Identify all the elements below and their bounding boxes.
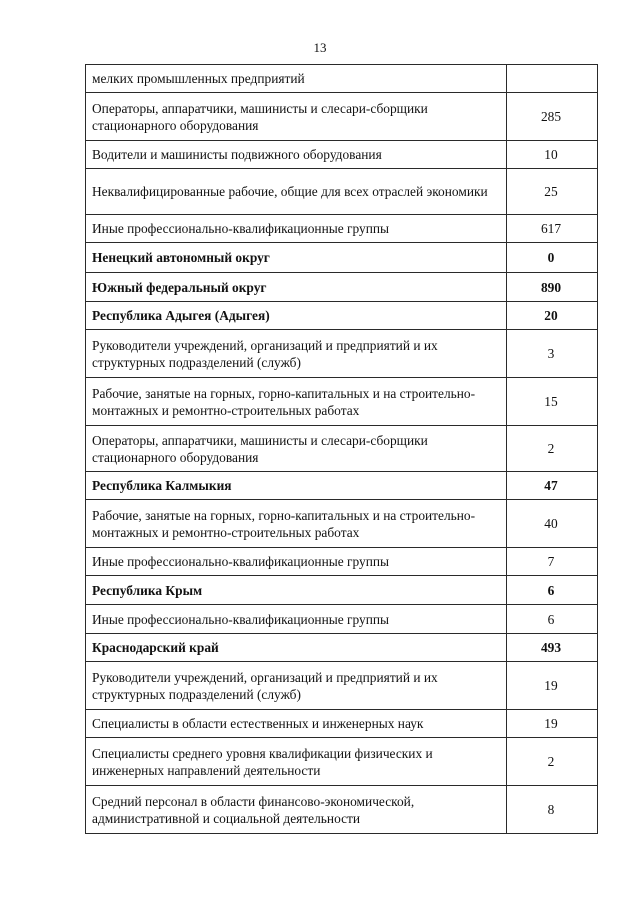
data-table xyxy=(85,64,598,834)
category-label: Водители и машинисты подвижного оборудования xyxy=(86,141,507,169)
region-name: Южный федеральный округ xyxy=(86,273,507,302)
table-body xyxy=(86,65,598,834)
category-label: мелких промышленных предприятий xyxy=(86,65,507,93)
table-row xyxy=(86,605,598,634)
table-row xyxy=(86,93,598,141)
category-label: Иные профессионально-квалификационные группы xyxy=(86,548,507,576)
category-value: 40 xyxy=(507,500,598,548)
category-label: Операторы, аппаратчики, машинисты и слесари-сборщики стационарного оборудования xyxy=(86,93,507,141)
region-total: 0 xyxy=(507,243,598,273)
category-label: Средний персонал в области финансово-экономической, административной и социальной деятельности xyxy=(86,786,507,834)
region-name: Республика Крым xyxy=(86,576,507,605)
region-row xyxy=(86,302,598,330)
region-row xyxy=(86,273,598,302)
region-row xyxy=(86,576,598,605)
region-name: Ненецкий автономный округ xyxy=(86,243,507,273)
category-label: Иные профессионально-квалификационные группы xyxy=(86,605,507,634)
table-row xyxy=(86,548,598,576)
region-total: 47 xyxy=(507,472,598,500)
region-name: Республика Адыгея (Адыгея) xyxy=(86,302,507,330)
category-label: Специалисты в области естественных и инженерных наук xyxy=(86,710,507,738)
category-label: Неквалифицированные рабочие, общие для всех отраслей экономики xyxy=(86,169,507,215)
region-row xyxy=(86,634,598,662)
category-value: 19 xyxy=(507,710,598,738)
table-row xyxy=(86,215,598,243)
category-label: Руководители учреждений, организаций и предприятий и их структурных подразделений (служб) xyxy=(86,330,507,378)
region-name: Республика Калмыкия xyxy=(86,472,507,500)
category-value xyxy=(507,65,598,93)
region-row xyxy=(86,243,598,273)
category-value: 6 xyxy=(507,605,598,634)
category-value: 285 xyxy=(507,93,598,141)
page-number: 13 xyxy=(313,40,327,55)
table-row xyxy=(86,330,598,378)
table-row xyxy=(86,500,598,548)
table-row xyxy=(86,378,598,426)
category-label: Операторы, аппаратчики, машинисты и слесари-сборщики стационарного оборудования xyxy=(86,426,507,472)
category-label: Специалисты среднего уровня квалификации физических и инженерных направлений деятельности xyxy=(86,738,507,786)
region-total: 6 xyxy=(507,576,598,605)
category-value: 617 xyxy=(507,215,598,243)
table-row xyxy=(86,169,598,215)
category-value: 25 xyxy=(507,169,598,215)
category-value: 8 xyxy=(507,786,598,834)
region-name: Краснодарский край xyxy=(86,634,507,662)
table-row xyxy=(86,426,598,472)
category-label: Рабочие, занятые на горных, горно-капитальных и на строительно-монтажных и ремонтно-строительных работах xyxy=(86,500,507,548)
region-total: 890 xyxy=(507,273,598,302)
category-value: 7 xyxy=(507,548,598,576)
region-total: 20 xyxy=(507,302,598,330)
category-value: 10 xyxy=(507,141,598,169)
table-row xyxy=(86,710,598,738)
category-value: 3 xyxy=(507,330,598,378)
category-label: Рабочие, занятые на горных, горно-капитальных и на строительно-монтажных и ремонтно-строительных работах xyxy=(86,378,507,426)
category-label: Руководители учреждений, организаций и предприятий и их структурных подразделений (служб) xyxy=(86,662,507,710)
region-total: 493 xyxy=(507,634,598,662)
category-value: 19 xyxy=(507,662,598,710)
category-value: 2 xyxy=(507,426,598,472)
category-value: 15 xyxy=(507,378,598,426)
category-value: 2 xyxy=(507,738,598,786)
region-row xyxy=(86,472,598,500)
table-row xyxy=(86,141,598,169)
table-row xyxy=(86,662,598,710)
table-row xyxy=(86,738,598,786)
category-label: Иные профессионально-квалификационные группы xyxy=(86,215,507,243)
table-row xyxy=(86,786,598,834)
table-row xyxy=(86,65,598,93)
